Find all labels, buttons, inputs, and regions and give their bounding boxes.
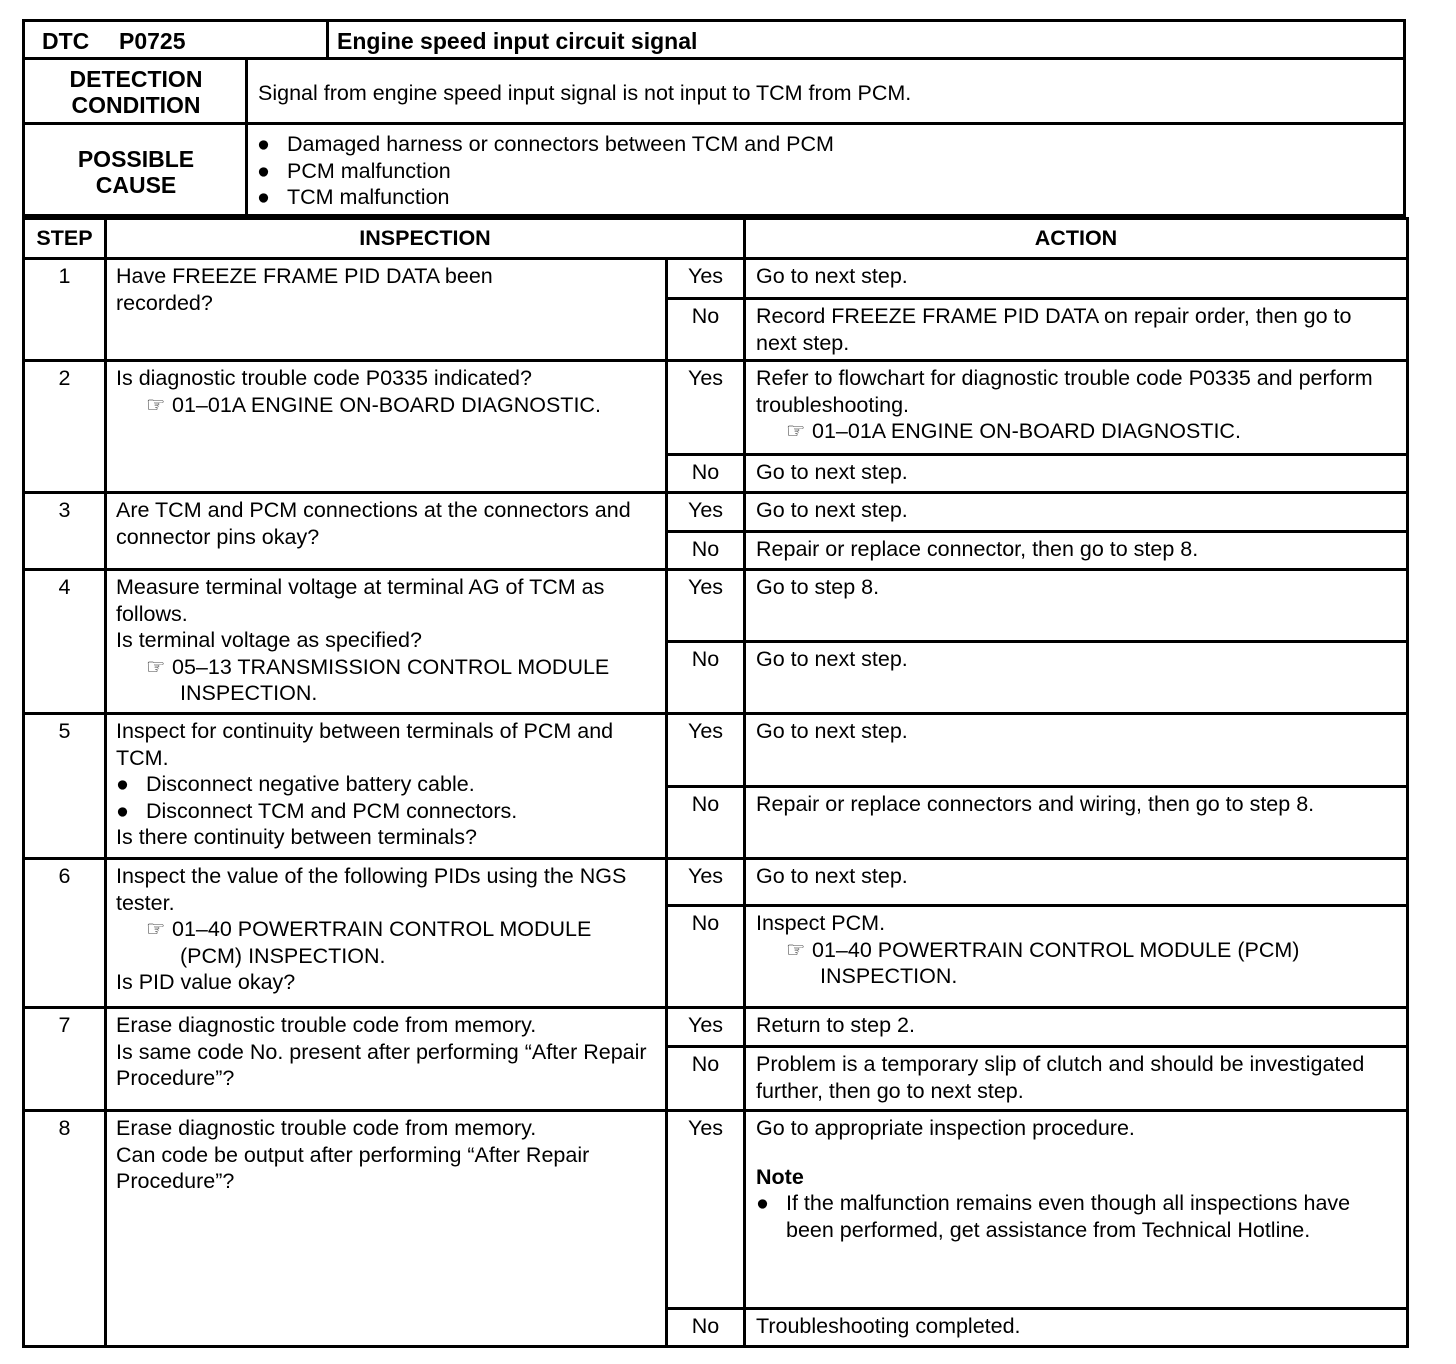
no-label: No [667, 299, 745, 361]
inspection-question: Is terminal voltage as specified? [116, 628, 422, 652]
bullet-icon: ● [116, 798, 129, 823]
col-step: STEP [24, 219, 106, 259]
table-row [24, 714, 1408, 787]
reference-hand-icon: ☞ [786, 937, 806, 962]
inspection-question: Is there continuity between terminals? [116, 825, 477, 849]
action-reference: ☞ 01–01A ENGINE ON-BOARD DIAGNOSTIC. [786, 419, 1241, 443]
yes-label: Yes [667, 714, 745, 787]
step-inspection [106, 1008, 667, 1111]
steps-table [22, 217, 1409, 1348]
inspection-text: Inspect for continuity between terminals of PCM and TCM. [116, 719, 614, 770]
yes-action: Return to step 2. [745, 1008, 1408, 1047]
column-header-row [24, 219, 1408, 259]
no-label: No [667, 642, 745, 714]
step-number: 2 [24, 361, 106, 493]
inspection-question: Is same code No. present after performing “After Repair Procedure”? [116, 1039, 647, 1090]
no-action: Go to next step. [745, 642, 1408, 714]
no-label: No [667, 1309, 745, 1347]
yes-label: Yes [667, 361, 745, 455]
yes-action: Go to next step. [745, 259, 1408, 299]
bullet-icon: ● [756, 1191, 769, 1215]
no-label: No [667, 532, 745, 570]
cause-item: ● TCM malfunction [257, 185, 450, 209]
cause-item: ● Damaged harness or connectors between TCM and PCM [257, 132, 834, 156]
note-bullet: ● If the malfunction remains even though all inspections have been performed, get assistance from Technical Hotline. [756, 1191, 1351, 1242]
inspection-bullet: ● Disconnect negative battery cable. [116, 772, 475, 796]
bullet-icon: ● [116, 772, 129, 796]
reference-hand-icon: ☞ [786, 419, 806, 443]
detection-label-line2: CONDITION [71, 92, 201, 118]
yes-label: Yes [667, 570, 745, 642]
cause-divider [245, 125, 248, 214]
yes-label: Yes [667, 859, 745, 906]
step-inspection [106, 714, 667, 859]
no-action: Go to next step. [745, 455, 1408, 493]
yes-label: Yes [667, 1111, 745, 1309]
step-number: 3 [24, 493, 106, 570]
step-inspection [106, 361, 667, 493]
yes-action-text: Refer to flowchart for diagnostic trouble code P0335 and perform troubleshooting. [756, 366, 1373, 417]
step-number: 8 [24, 1111, 106, 1347]
reference-hand-icon: ☞ [146, 917, 166, 941]
step-inspection: Are TCM and PCM connections at the connectors and connector pins okay? [106, 493, 667, 570]
title-divider [326, 22, 329, 57]
no-label: No [667, 455, 745, 493]
inspection-reference: ☞ 01–01A ENGINE ON-BOARD DIAGNOSTIC. [146, 392, 601, 417]
inspection-text: Erase diagnostic trouble code from memory. [116, 1116, 537, 1140]
possible-cause-row [22, 122, 1406, 217]
yes-label: Yes [667, 259, 745, 299]
no-action: Record FREEZE FRAME PID DATA on repair order, then go to next step. [745, 299, 1408, 361]
no-label: No [667, 906, 745, 1008]
no-label: No [667, 1047, 745, 1111]
cause-item: ● PCM malfunction [257, 158, 451, 183]
detection-text: Signal from engine speed input signal is not input to TCM from PCM. [258, 81, 912, 105]
no-action [745, 906, 1408, 1008]
step-inspection [106, 859, 667, 1008]
yes-action-text: Go to appropriate inspection procedure. [756, 1116, 1135, 1140]
table-row [24, 1111, 1408, 1309]
table-row [24, 570, 1408, 642]
dtc-label: DTC [42, 28, 90, 54]
dtc-title: Engine speed input circuit signal [337, 28, 698, 54]
table-row [24, 361, 1408, 455]
table-row [24, 859, 1408, 906]
table-row [24, 1008, 1408, 1047]
yes-action [745, 361, 1408, 455]
bullet-icon: ● [257, 132, 270, 156]
yes-action: Go to next step. [745, 859, 1408, 906]
inspection-question: Is PID value okay? [116, 970, 296, 994]
col-action: ACTION [745, 219, 1408, 259]
action-reference: ☞ 01–40 POWERTRAIN CONTROL MODULE (PCM) INSPECTION. [786, 937, 1300, 988]
no-action-text: Inspect PCM. [756, 911, 886, 935]
yes-action: Go to next step. [745, 714, 1408, 787]
no-action: Problem is a temporary slip of clutch and should be investigated further, then go to next step. [745, 1047, 1408, 1111]
no-action: Troubleshooting completed. [745, 1309, 1408, 1347]
inspection-reference: ☞ 05–13 TRANSMISSION CONTROL MODULE INSPECTION. [146, 654, 610, 705]
inspection-bullet: ● Disconnect TCM and PCM connectors. [116, 798, 518, 823]
inspection-text: Measure terminal voltage at terminal AG of TCM as follows. [116, 575, 605, 626]
cause-label-line2: CAUSE [95, 172, 177, 198]
yes-action: Go to step 8. [745, 570, 1408, 642]
detection-row [22, 57, 1406, 125]
no-action: Repair or replace connectors and wiring, then go to step 8. [745, 787, 1408, 859]
bullet-icon: ● [257, 185, 270, 209]
table-row [24, 259, 1408, 299]
yes-action: Go to next step. [745, 493, 1408, 532]
dtc-title-row [22, 19, 1406, 60]
inspection-question: Can code be output after performing “After Repair Procedure”? [116, 1142, 590, 1193]
yes-label: Yes [667, 1008, 745, 1047]
inspection-text: Erase diagnostic trouble code from memory. [116, 1013, 537, 1037]
step-number: 7 [24, 1008, 106, 1111]
yes-action [745, 1111, 1408, 1309]
inspection-text: Is diagnostic trouble code P0335 indicated? [116, 366, 532, 390]
dtc-code: P0725 [119, 28, 186, 54]
inspection-line: Have FREEZE FRAME PID DATA been [116, 264, 493, 288]
inspection-text: Inspect the value of the following PIDs using the NGS tester. [116, 864, 627, 915]
inspection-line: recorded? [116, 290, 213, 315]
inspection-reference: ☞ 01–40 POWERTRAIN CONTROL MODULE (PCM) INSPECTION. [146, 917, 592, 968]
bullet-icon: ● [257, 158, 270, 183]
cause-list [257, 131, 1387, 211]
yes-label: Yes [667, 493, 745, 532]
step-inspection [106, 259, 667, 361]
no-action: Repair or replace connector, then go to step 8. [745, 532, 1408, 570]
step-inspection [106, 1111, 667, 1347]
step-inspection [106, 570, 667, 714]
step-number: 6 [24, 859, 106, 1008]
step-number: 4 [24, 570, 106, 714]
step-number: 1 [24, 259, 106, 361]
cause-label [25, 146, 247, 198]
reference-hand-icon: ☞ [146, 654, 166, 679]
table-row [24, 493, 1408, 532]
no-label: No [667, 787, 745, 859]
detection-divider [245, 60, 248, 122]
step-number: 5 [24, 714, 106, 859]
detection-label-line1: DETECTION [69, 66, 203, 92]
reference-hand-icon: ☞ [146, 392, 166, 417]
note-label: Note [756, 1164, 804, 1189]
cause-label-line1: POSSIBLE [77, 146, 195, 172]
col-inspection: INSPECTION [106, 219, 745, 259]
detection-label [25, 66, 247, 118]
